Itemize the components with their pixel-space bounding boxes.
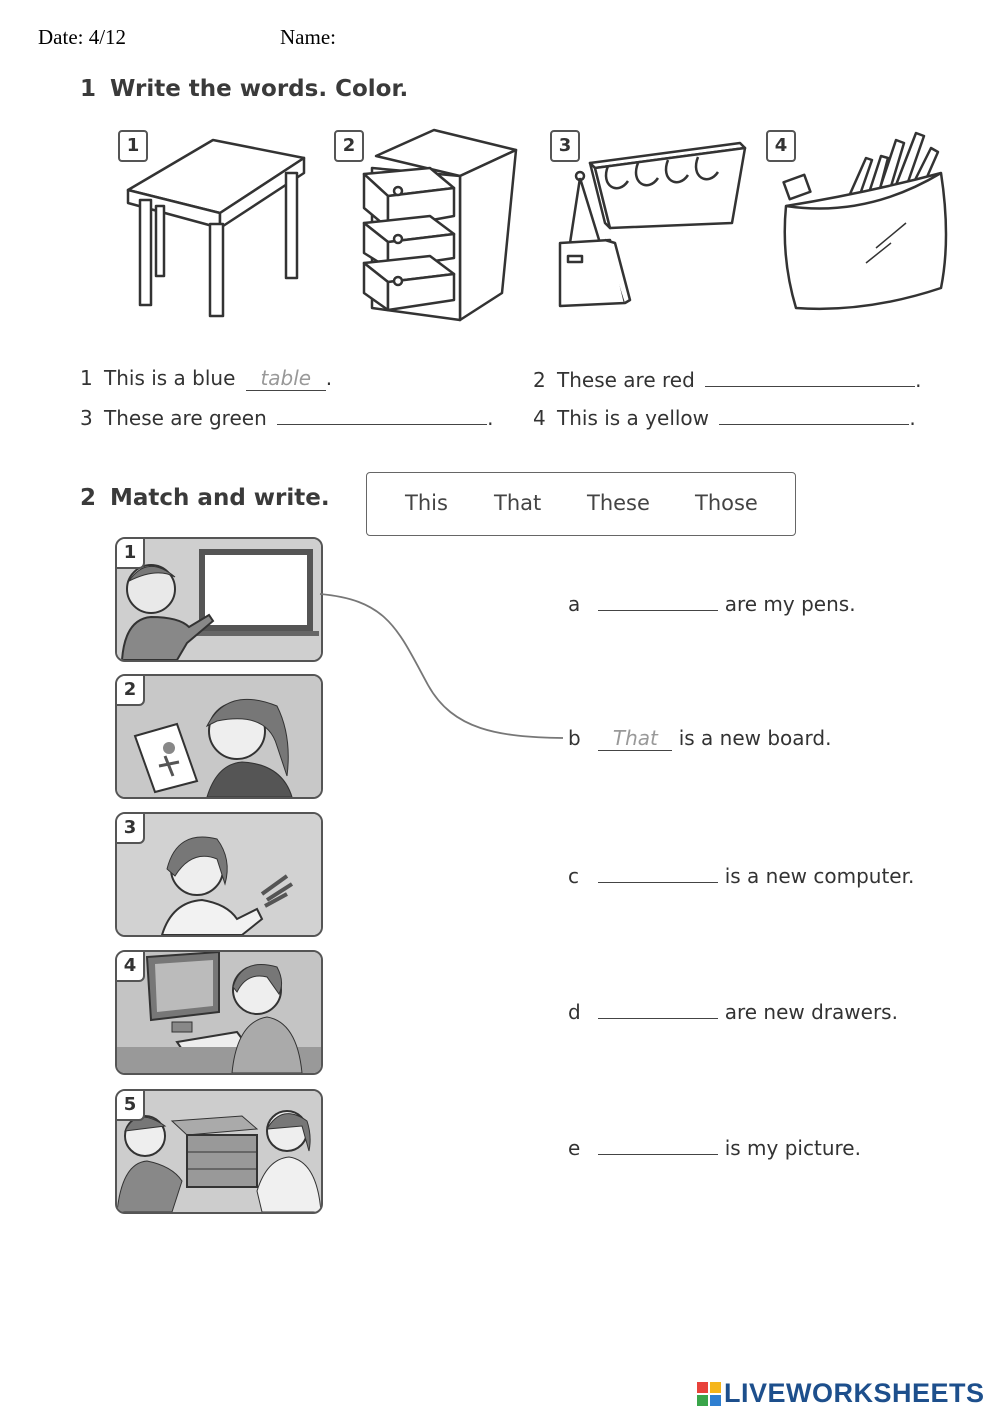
image-number: 2 bbox=[334, 130, 364, 162]
answer-blank-e[interactable] bbox=[598, 1134, 718, 1155]
word-bank bbox=[366, 472, 796, 536]
image-number: 1 bbox=[118, 130, 148, 162]
sentence-3: 3 These are green . bbox=[80, 406, 494, 430]
picture-number: 1 bbox=[115, 537, 145, 569]
picture-number: 5 bbox=[115, 1089, 145, 1121]
sentence-4: 4 This is a yellow . bbox=[533, 406, 916, 430]
image-2-drawers bbox=[334, 128, 534, 328]
picture-number: 4 bbox=[115, 950, 145, 982]
image-4-pencil-case bbox=[766, 128, 966, 328]
picture-2[interactable] bbox=[115, 674, 323, 799]
liveworksheets-brand: LIVEWORKSHEETS bbox=[724, 1378, 985, 1408]
answer-blank-c[interactable] bbox=[598, 862, 718, 883]
image-1-table bbox=[118, 128, 318, 328]
word-bank-that[interactable]: That bbox=[494, 491, 542, 515]
answer-blank-4[interactable] bbox=[719, 404, 909, 425]
word-bank-this[interactable]: This bbox=[405, 491, 448, 515]
section2-heading bbox=[80, 485, 330, 511]
sentence-b: b That is a new board. bbox=[568, 726, 832, 750]
girl-holding-pens-icon bbox=[117, 814, 321, 935]
sentence-c: c is a new computer. bbox=[568, 864, 915, 888]
name-label: Name: bbox=[280, 25, 336, 49]
image-3-coat-hooks bbox=[550, 128, 750, 328]
image-number: 4 bbox=[766, 130, 796, 162]
picture-3[interactable] bbox=[115, 812, 323, 937]
children-with-drawers-icon bbox=[117, 1091, 321, 1212]
picture-1[interactable] bbox=[115, 537, 323, 662]
sentence-d: d are new drawers. bbox=[568, 1000, 898, 1024]
sentence-2: 2 These are red . bbox=[533, 368, 922, 392]
picture-number: 2 bbox=[115, 674, 145, 706]
liveworksheets-grid-icon bbox=[697, 1382, 721, 1406]
picture-5[interactable] bbox=[115, 1089, 323, 1214]
sentence-a: a are my pens. bbox=[568, 592, 856, 616]
section1-heading bbox=[80, 76, 408, 102]
boy-at-computer-icon bbox=[117, 952, 321, 1073]
section2-title: Match and write. bbox=[110, 485, 330, 511]
answer-blank-1[interactable]: table bbox=[246, 366, 326, 391]
match-line bbox=[318, 590, 568, 750]
answer-blank-d[interactable] bbox=[598, 998, 718, 1019]
pencil-case-icon bbox=[766, 128, 966, 328]
picture-number: 3 bbox=[115, 812, 145, 844]
answer-blank-b[interactable]: That bbox=[598, 726, 672, 751]
sentence-e: e is my picture. bbox=[568, 1136, 861, 1160]
section1-title: Write the words. Color. bbox=[110, 76, 409, 102]
coat-hooks-bag-icon bbox=[550, 128, 750, 328]
date-label: Date: 4/12 bbox=[38, 25, 127, 49]
table-icon bbox=[118, 128, 318, 328]
answer-blank-2[interactable] bbox=[705, 366, 915, 387]
section2-number: 2 bbox=[80, 485, 97, 511]
picture-4[interactable] bbox=[115, 950, 323, 1075]
drawers-icon bbox=[334, 128, 534, 328]
word-bank-these[interactable]: These bbox=[587, 491, 650, 515]
boy-pointing-at-board-icon bbox=[117, 539, 321, 660]
section1-number: 1 bbox=[80, 76, 97, 102]
word-bank-those[interactable]: Those bbox=[695, 491, 758, 515]
girl-holding-picture-icon bbox=[117, 676, 321, 797]
sentence-1: 1 This is a blue table . bbox=[80, 366, 333, 390]
image-number: 3 bbox=[550, 130, 580, 162]
answer-blank-3[interactable] bbox=[277, 404, 487, 425]
answer-blank-a[interactable] bbox=[598, 590, 718, 611]
